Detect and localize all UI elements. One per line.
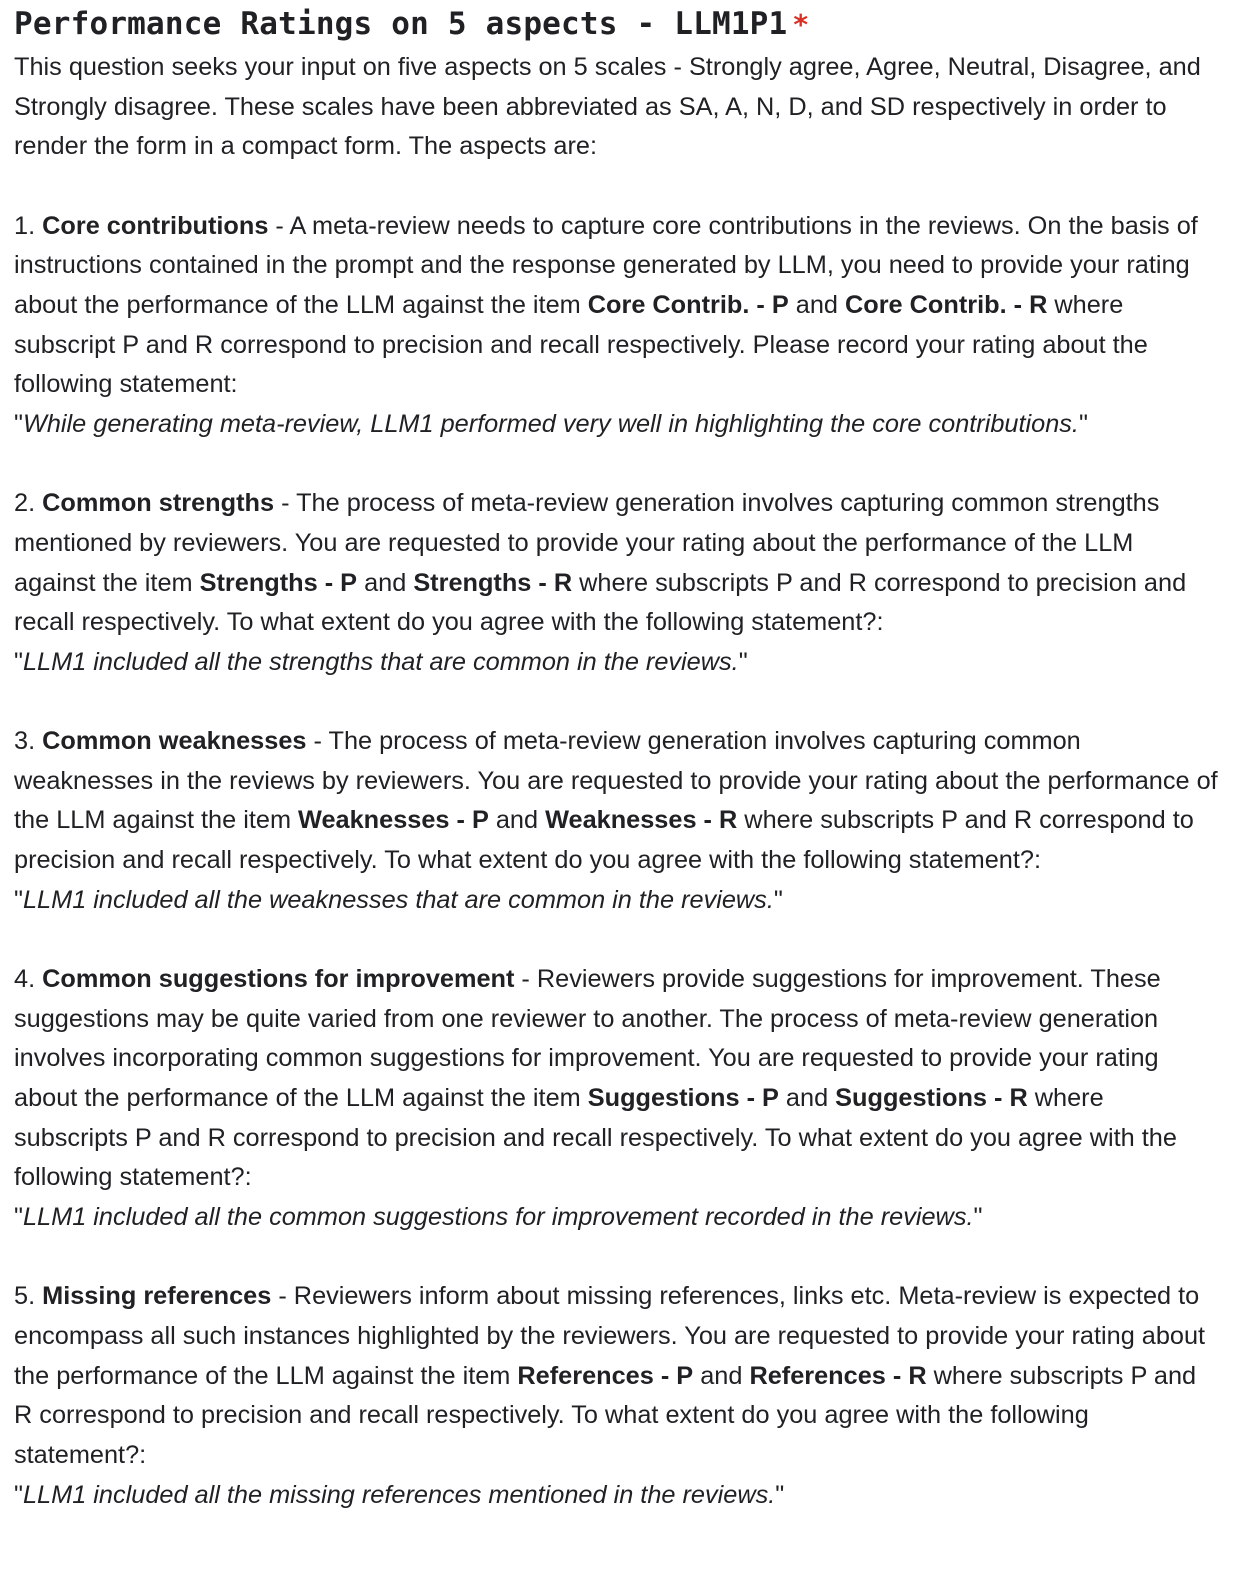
question-header <box>14 0 1220 48</box>
aspect-lead-text: - Reviewers provide suggestions for improvement. These suggestions may be quite varied from one reviewer to another. The process of meta-review generation involves incorporating common suggestions for improvement. You are requested to provide your rating about the performance of the LLM against the item <box>14 965 1161 1112</box>
required-asterisk: * <box>793 8 809 41</box>
quote-close: " <box>738 647 748 676</box>
aspect-and-text: and <box>788 290 845 319</box>
aspect-item-recall: Suggestions - R <box>835 1084 1028 1112</box>
aspect-and-text: and <box>693 1361 750 1390</box>
quote-close: " <box>775 1480 785 1509</box>
quote-open: " <box>14 1202 23 1231</box>
question-intro: This question seeks your input on five aspects on 5 scales - Strongly agree, Agree, Neutral, Disagree, and Strongly disagree. These scales have been abbreviated as SA, A, N, D, and SD respectively in order to render the form in a compact form. The aspects are: <box>14 53 1201 161</box>
aspect-lead-text: - The process of meta-review generation involves capturing common strengths mentioned by reviewers. You are requested to provide your rating about the performance of the LLM against the item <box>14 489 1160 597</box>
aspect-description <box>14 1277 1220 1475</box>
aspect-statement-text: LLM1 included all the common suggestions for improvement recorded in the reviews. <box>22 1202 974 1231</box>
aspect-statement <box>14 643 1220 683</box>
aspect-description <box>14 960 1220 1198</box>
aspect-tail-text: where subscripts P and R correspond to precision and recall respectively. To what extent do you agree with the following statement?: <box>14 806 1194 875</box>
aspect-and-text: and <box>778 1084 836 1112</box>
aspect-name: Common suggestions for improvement <box>42 965 515 994</box>
aspect-tail-text: where subscripts P and R correspond to precision and recall respectively. To what extent do you agree with the following statement?: <box>14 1084 1177 1192</box>
aspect-name: Common strengths <box>42 489 275 518</box>
aspect-tail-text: where subscripts P and R correspond to precision and recall respectively. To what extent do you agree with the following statement?: <box>14 568 1187 637</box>
quote-open: " <box>14 885 23 914</box>
aspect-name: Missing references <box>42 1282 272 1311</box>
aspect-common-strengths <box>14 484 1220 682</box>
aspect-item-recall: Strengths - R <box>413 568 573 597</box>
quote-open: " <box>14 1480 23 1509</box>
aspect-item-precision: Strengths - P <box>199 568 358 597</box>
aspect-name: Common weaknesses <box>42 727 307 756</box>
aspect-and-text: and <box>488 806 546 835</box>
aspect-and-text: and <box>357 568 414 597</box>
aspect-common-suggestions <box>14 960 1220 1238</box>
aspect-core-contributions <box>14 207 1220 445</box>
aspect-number: 3. <box>14 727 36 756</box>
aspect-item-recall: Core Contrib. - R <box>844 290 1048 319</box>
aspect-number: 4. <box>14 965 36 994</box>
aspect-lead-text: - Reviewers inform about missing references, links etc. Meta-review is expected to encompass all such instances highlighted by the reviewers. You are requested to provide your rating about the performance of the LLM against the item <box>14 1282 1206 1390</box>
aspect-lead-text: - A meta-review needs to capture core contributions in the reviews. On the basis of instructions contained in the prompt and the response generated by LLM, you need to provide your rating about the performance of the LLM against the item <box>14 211 1198 319</box>
aspect-statement-text: LLM1 included all the strengths that are common in the reviews. <box>22 647 739 676</box>
quote-close: " <box>1078 409 1088 438</box>
aspect-statement-text: LLM1 included all the weaknesses that are common in the reviews. <box>22 885 774 914</box>
aspect-statement <box>14 1198 1220 1238</box>
aspect-statement <box>14 1476 1220 1516</box>
aspect-number: 5. <box>14 1282 36 1311</box>
aspect-statement <box>14 881 1220 921</box>
question-title <box>14 0 1220 48</box>
spacer <box>14 445 1220 485</box>
spacer <box>14 920 1220 960</box>
aspect-tail-text: where subscripts P and R correspond to precision and recall respectively. To what extent do you agree with the following statement?: <box>14 1361 1197 1469</box>
aspect-statement-text: LLM1 included all the missing references mentioned in the reviews. <box>22 1480 776 1509</box>
aspect-item-precision: Suggestions - P <box>587 1084 779 1112</box>
aspect-item-recall: References - R <box>749 1361 927 1390</box>
aspect-description <box>14 484 1220 643</box>
spacer <box>14 167 1220 207</box>
aspect-lead-text: - The process of meta-review generation involves capturing common weaknesses in the reviews by reviewers. You are requested to provide your rating about the performance of the LLM against the item <box>14 727 1218 835</box>
aspect-statement-text: While generating meta-review, LLM1 performed very well in highlighting the core contributions. <box>22 409 1079 438</box>
aspect-statement <box>14 405 1220 445</box>
aspect-number: 2. <box>14 489 36 518</box>
question-title-text: Performance Ratings on 5 aspects - LLM1P1 <box>14 6 788 42</box>
quote-close: " <box>973 1202 983 1231</box>
aspect-missing-references <box>14 1277 1220 1515</box>
spacer <box>14 1238 1220 1278</box>
aspect-item-precision: References - P <box>517 1361 694 1390</box>
aspect-name: Core contributions <box>42 211 269 240</box>
aspect-item-precision: Core Contrib. - P <box>587 290 789 319</box>
aspect-tail-text: where subscript P and R correspond to precision and recall respectively. Please record your rating about the following statement: <box>14 290 1148 399</box>
aspect-description <box>14 207 1220 405</box>
quote-open: " <box>14 647 23 676</box>
quote-close: " <box>773 885 783 914</box>
aspect-item-recall: Weaknesses - R <box>545 806 738 835</box>
question-description <box>14 48 1220 1515</box>
spacer <box>14 682 1220 722</box>
aspect-common-weaknesses <box>14 722 1220 920</box>
aspect-description <box>14 722 1220 881</box>
aspect-number: 1. <box>14 211 36 240</box>
aspect-item-precision: Weaknesses - P <box>298 806 489 835</box>
quote-open: " <box>14 409 23 438</box>
